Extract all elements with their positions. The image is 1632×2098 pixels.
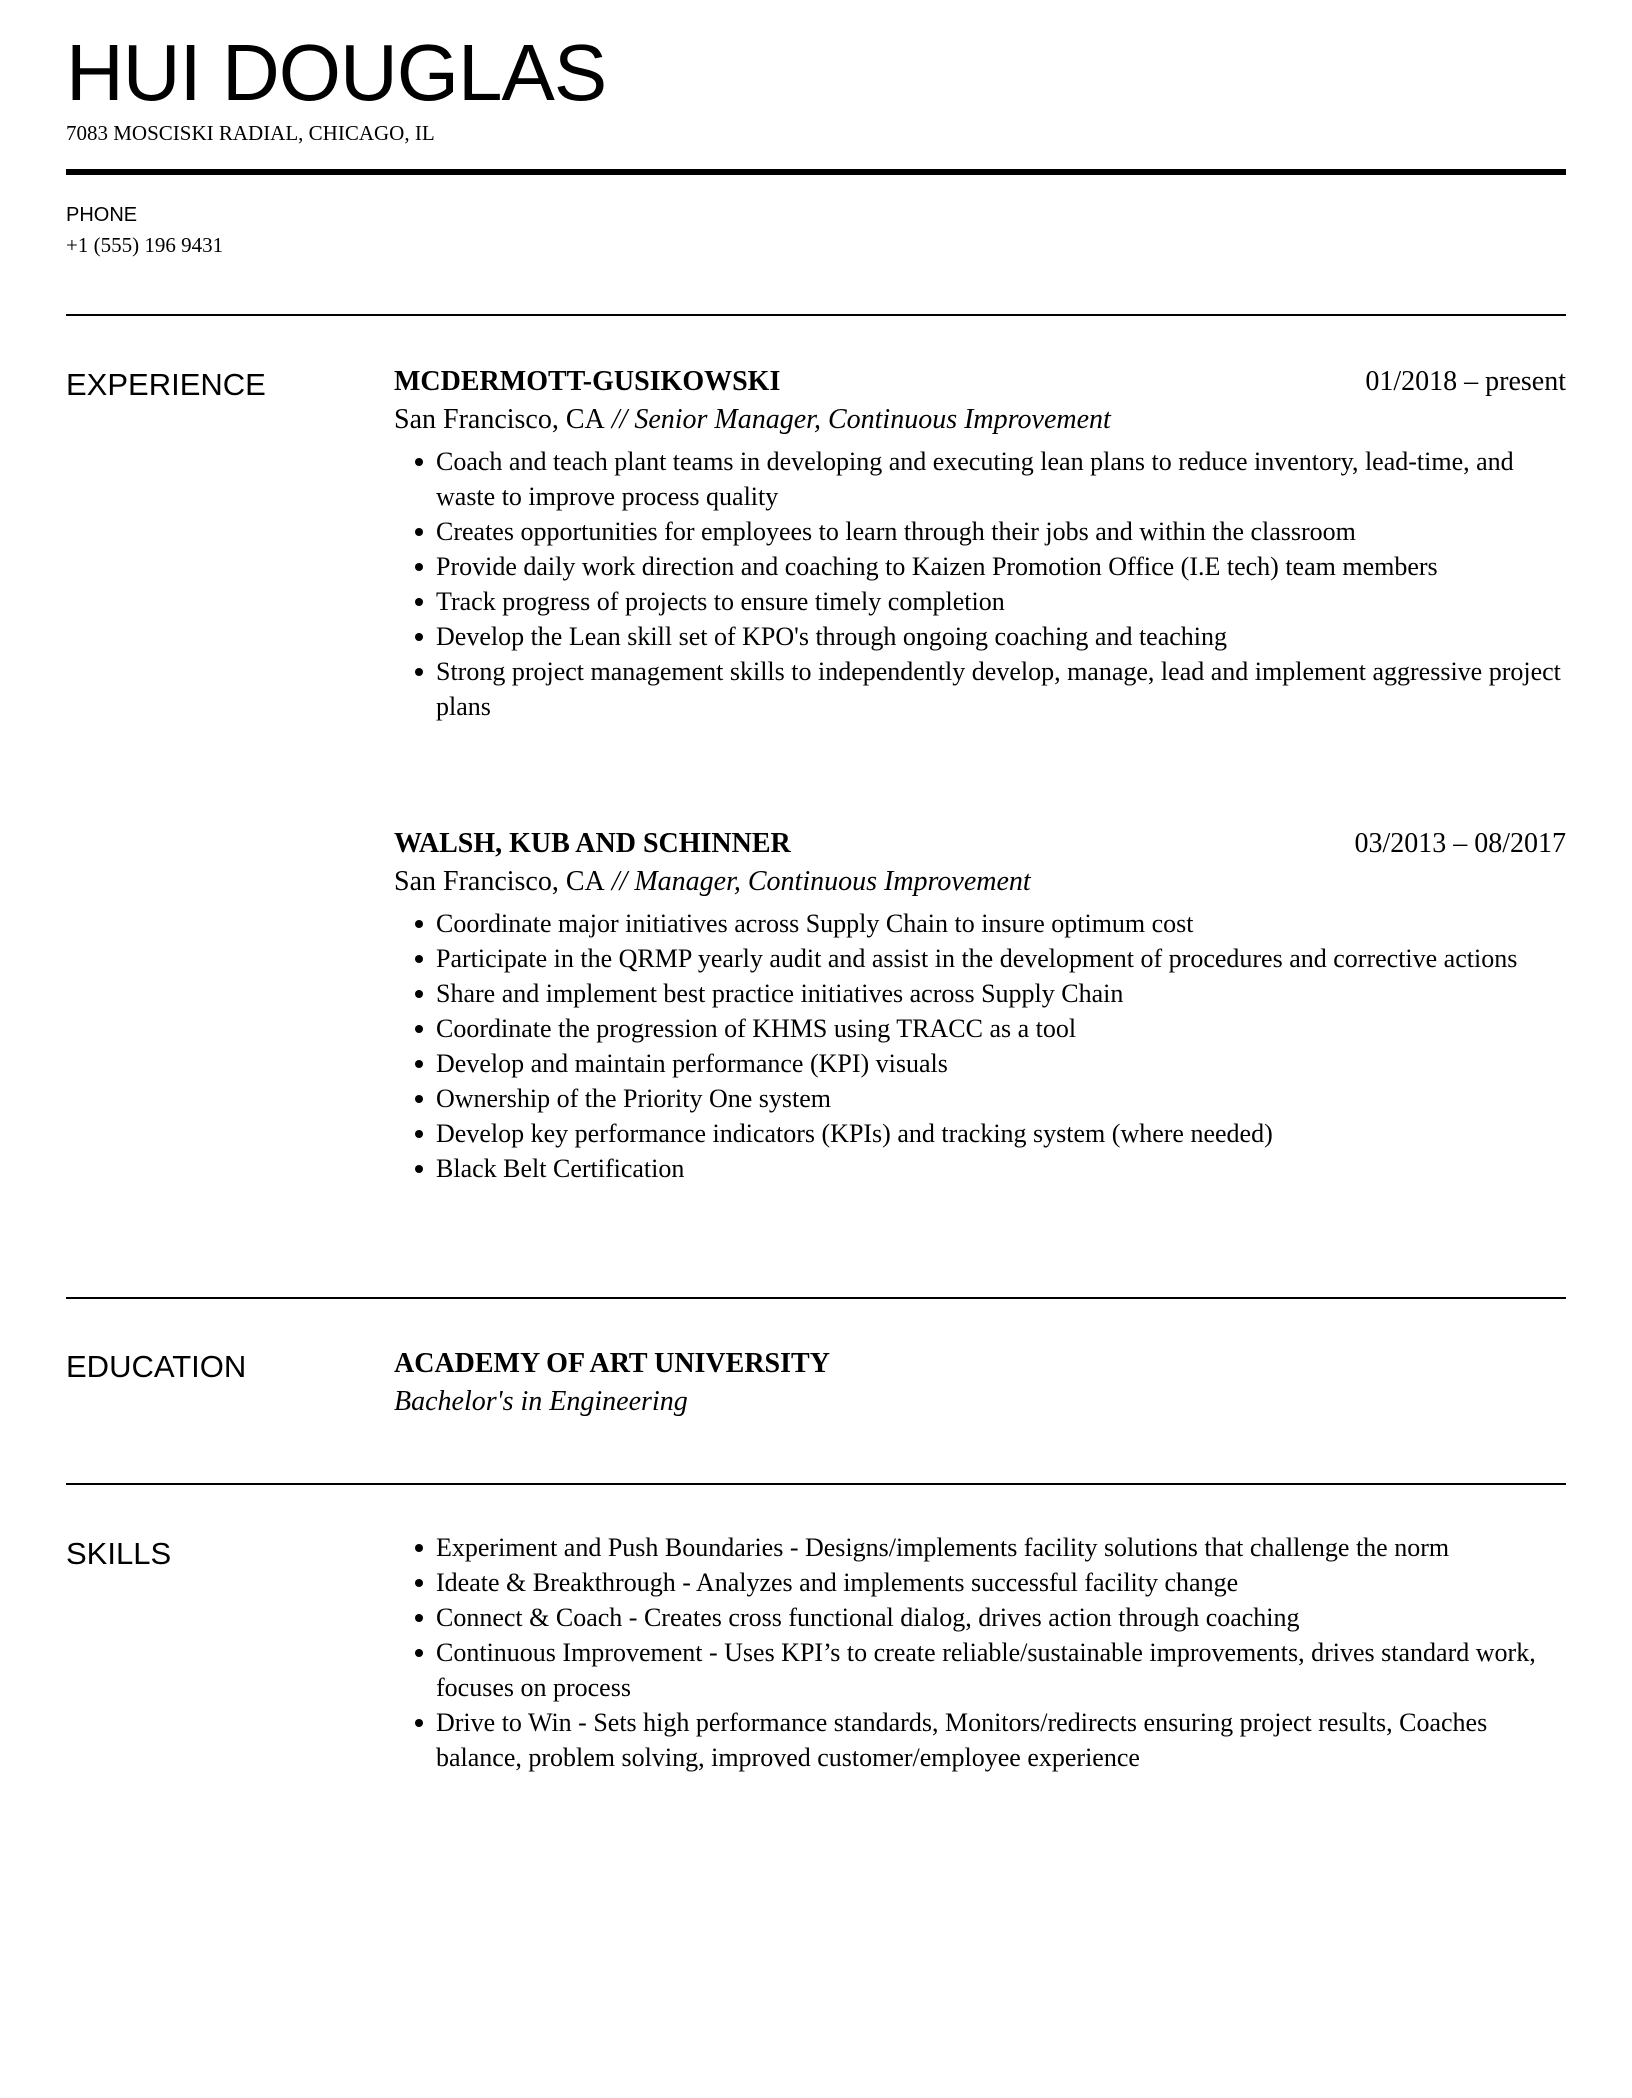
list-item (394, 976, 1566, 1011)
phone-label: PHONE (66, 204, 138, 226)
job-separator: // (604, 866, 635, 897)
list-item (394, 549, 1566, 584)
bullet-icon (415, 1095, 423, 1103)
job-company: WALSH, KUB AND SCHINNER (394, 828, 791, 859)
bullet-icon (415, 1130, 423, 1138)
bullet-icon (415, 598, 423, 606)
duty-text: Black Belt Certification (436, 1154, 685, 1183)
experience-heading: EXPERIENCE (66, 367, 266, 402)
list-item (394, 1565, 1566, 1600)
header-divider (66, 169, 1566, 175)
degree: Bachelor's in Engineering (394, 1386, 688, 1417)
job-duties-list (394, 444, 1566, 724)
bullet-icon (415, 1165, 423, 1173)
list-item (394, 584, 1566, 619)
skills-list (394, 1530, 1566, 1775)
phone-number: +1 (555) 196 9431 (66, 233, 224, 257)
section-divider (66, 1297, 1566, 1299)
list-item (394, 654, 1566, 724)
job-role: Senior Manager, Continuous Improvement (634, 404, 1111, 435)
list-item (394, 1046, 1566, 1081)
list-item (394, 1705, 1566, 1775)
job-entry (394, 364, 1566, 724)
bullet-icon (415, 633, 423, 641)
job-location-role (394, 862, 1566, 902)
bullet-icon (415, 1544, 423, 1552)
bullet-icon (415, 1025, 423, 1033)
list-item (394, 1151, 1566, 1186)
list-item (394, 444, 1566, 514)
skill-text: Ideate & Breakthrough - Analyzes and implements successful facility change (436, 1568, 1239, 1597)
candidate-address: 7083 MOSCISKI RADIAL, CHICAGO, IL (66, 121, 435, 145)
skills-heading: SKILLS (66, 1536, 172, 1571)
list-item (394, 1530, 1566, 1565)
job-header (394, 826, 1566, 862)
list-item (394, 1081, 1566, 1116)
bullet-icon (415, 1060, 423, 1068)
bullet-icon (415, 528, 423, 536)
duty-text: Develop key performance indicators (KPIs) and tracking system (where needed) (436, 1119, 1273, 1148)
job-dates: 01/2018 – present (1365, 366, 1566, 397)
skill-text: Drive to Win - Sets high performance standards, Monitors/redirects ensuring project results, Coaches balance, problem solving, improved customer/employee experience (436, 1708, 1488, 1772)
duty-text: Ownership of the Priority One system (436, 1084, 832, 1113)
duty-text: Develop and maintain performance (KPI) visuals (436, 1049, 948, 1078)
job-company: MCDERMOTT-GUSIKOWSKI (394, 366, 781, 397)
list-item (394, 906, 1566, 941)
skill-text: Connect & Coach - Creates cross functional dialog, drives action through coaching (436, 1603, 1300, 1632)
candidate-name: HUI DOUGLAS (66, 28, 607, 117)
job-location: San Francisco, CA (394, 866, 605, 897)
skill-text: Continuous Improvement - Uses KPI’s to create reliable/sustainable improvements, drives standard work, focuses on process (436, 1638, 1536, 1702)
duty-text: Provide daily work direction and coaching to Kaizen Promotion Office (I.E tech) team members (436, 552, 1438, 581)
bullet-icon (415, 458, 423, 466)
list-item (394, 619, 1566, 654)
skill-text: Experiment and Push Boundaries - Designs/implements facility solutions that challenge the norm (436, 1533, 1450, 1562)
list-item (394, 1011, 1566, 1046)
bullet-icon (415, 920, 423, 928)
education-header (394, 1346, 1566, 1382)
duty-text: Track progress of projects to ensure timely completion (436, 587, 1005, 616)
duty-text: Participate in the QRMP yearly audit and assist in the development of procedures and corrective actions (436, 944, 1518, 973)
education-entry (394, 1346, 1566, 1422)
list-item (394, 1116, 1566, 1151)
bullet-icon (415, 563, 423, 571)
education-heading: EDUCATION (66, 1349, 247, 1384)
bullet-icon (415, 1579, 423, 1587)
job-separator: // (604, 404, 635, 435)
job-entry (394, 826, 1566, 1186)
duty-text: Strong project management skills to independently develop, manage, lead and implement aggressive project plans (436, 657, 1561, 721)
job-dates: 03/2013 – 08/2017 (1354, 828, 1566, 859)
bullet-icon (415, 955, 423, 963)
list-item (394, 514, 1566, 549)
skills-entry (394, 1530, 1566, 1775)
duty-text: Creates opportunities for employees to learn through their jobs and within the classroom (436, 517, 1356, 546)
duty-text: Coordinate major initiatives across Supply Chain to insure optimum cost (436, 909, 1194, 938)
bullet-icon (415, 668, 423, 676)
duty-text: Coordinate the progression of KHMS using TRACC as a tool (436, 1014, 1077, 1043)
list-item (394, 1600, 1566, 1635)
job-location-role (394, 400, 1566, 440)
duty-text: Develop the Lean skill set of KPO's through ongoing coaching and teaching (436, 622, 1228, 651)
school-name: ACADEMY OF ART UNIVERSITY (394, 1348, 830, 1379)
section-divider (66, 314, 1566, 316)
job-location: San Francisco, CA (394, 404, 605, 435)
bullet-icon (415, 1614, 423, 1622)
bullet-icon (415, 1649, 423, 1657)
job-duties-list (394, 906, 1566, 1186)
job-header (394, 364, 1566, 400)
list-item (394, 1635, 1566, 1705)
bullet-icon (415, 1719, 423, 1727)
list-item (394, 941, 1566, 976)
bullet-icon (415, 990, 423, 998)
duty-text: Share and implement best practice initiatives across Supply Chain (436, 979, 1124, 1008)
duty-text: Coach and teach plant teams in developing and executing lean plans to reduce inventory, lead-time, and waste to improve process quality (436, 447, 1514, 511)
job-role: Manager, Continuous Improvement (634, 866, 1031, 897)
section-divider (66, 1483, 1566, 1485)
